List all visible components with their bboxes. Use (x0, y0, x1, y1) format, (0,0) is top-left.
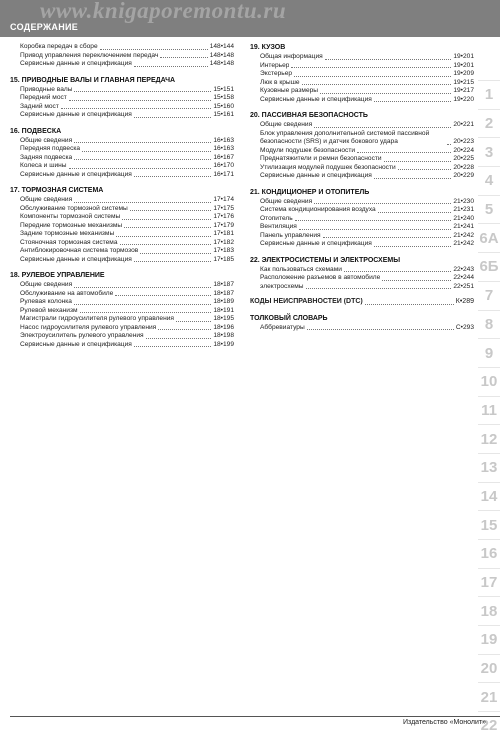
dot-leader (115, 295, 211, 296)
toc-entry-title: Панель управления (260, 231, 321, 239)
dot-leader (302, 84, 452, 85)
toc-entry[interactable] (250, 266, 474, 275)
toc-entry-title: Стояночная тормозная система (20, 238, 118, 246)
toc-entry[interactable] (250, 87, 474, 96)
section-heading[interactable]: 21. КОНДИЦИОНЕР И ОТОПИТЕЛЬ (250, 188, 370, 196)
dot-leader (100, 49, 208, 50)
toc-entry-title: Насос гидроусилителя рулевого управления (20, 323, 157, 331)
dot-leader (74, 91, 211, 92)
toc-section (250, 188, 474, 249)
toc-entry-title: Задняя подвеска (20, 153, 73, 161)
section-heading[interactable]: 19. КУЗОВ (250, 44, 286, 51)
toc-entry-page: 19•209 (453, 70, 474, 77)
chapter-tab[interactable]: 18 (478, 596, 500, 625)
toc-entry-title: Привод управления переключением передач (20, 51, 159, 59)
chapter-tab[interactable]: 22 (478, 711, 500, 740)
toc-entry[interactable] (10, 154, 234, 163)
chapter-tab[interactable]: 14 (478, 482, 500, 511)
toc-entry-title: Утилизация модулей подушек безопасности (260, 163, 396, 171)
toc-entry-title: Люк в крыше (260, 78, 300, 86)
chapter-tab[interactable]: 10 (478, 367, 500, 396)
toc-entry[interactable] (10, 256, 234, 265)
footer-divider (10, 716, 500, 717)
toc-entry[interactable] (10, 145, 234, 154)
dot-leader (176, 321, 211, 322)
toc-entry-title: Как пользоваться схемами (260, 265, 342, 273)
dot-leader (374, 178, 452, 179)
dot-leader (320, 93, 451, 94)
toc-left-column (10, 43, 234, 356)
toc-entry-page: 15•158 (213, 94, 234, 101)
toc-entry-page: 148•148 (209, 60, 234, 67)
toc-section (250, 43, 474, 104)
toc-entry[interactable] (10, 137, 234, 146)
dot-leader (74, 287, 211, 288)
toc-entry-page: 15•161 (213, 111, 234, 118)
toc-entry-page: 20•221 (453, 121, 474, 128)
dot-leader (357, 152, 451, 153)
dot-leader (314, 203, 451, 204)
toc-entry-page: 21•231 (453, 206, 474, 213)
toc-entry[interactable] (250, 79, 474, 88)
toc-entry-page: 18•199 (213, 340, 234, 348)
toc-entry-page: С•293 (455, 323, 474, 331)
dot-leader (80, 312, 212, 313)
toc-entry-page: 21•242 (453, 231, 474, 239)
toc-heading-line[interactable] (250, 298, 474, 307)
toc-entry-page: 20•223 (453, 138, 474, 145)
toc-entry-title: Экстерьер (260, 70, 293, 77)
toc-entry-page: 18•187 (213, 281, 234, 288)
toc-entry-page: 16•163 (213, 145, 234, 152)
toc-entry-page: 148•148 (209, 51, 234, 59)
toc-entry-title: Сервисные данные и спецификация (260, 95, 372, 103)
toc-entry-page: 19•201 (453, 53, 474, 60)
toc-entry-title: Система кондиционирования воздуха (260, 206, 376, 213)
toc-entry[interactable] (10, 324, 234, 333)
chapter-tab[interactable]: 15 (478, 510, 500, 539)
toc-entry[interactable] (250, 215, 474, 224)
toc-entry-title: Кузовные размеры (260, 87, 319, 94)
chapter-tab[interactable]: 5 (478, 195, 500, 224)
toc-entry-page: 20•224 (453, 146, 474, 154)
dot-leader (82, 151, 211, 152)
dot-leader (146, 338, 212, 339)
toc-entry[interactable] (250, 283, 474, 292)
section-heading[interactable]: 18. РУЛЕВОЕ УПРАВЛЕНИЕ (10, 272, 105, 279)
chapter-tab[interactable]: 19 (478, 625, 500, 654)
toc-entry-page: 17•175 (213, 204, 234, 212)
toc-entry-page: 21•242 (453, 240, 474, 247)
toc-entry[interactable] (10, 290, 234, 299)
toc-entry[interactable] (250, 53, 474, 62)
dot-leader (134, 261, 212, 262)
toc-entry[interactable] (10, 247, 234, 256)
toc-entry-title: Общие сведения (260, 121, 313, 128)
toc-section (10, 271, 234, 349)
toc-entry-page: 148•144 (209, 43, 234, 50)
toc-entry-page: 17•183 (213, 247, 234, 254)
toc-entry[interactable] (10, 230, 234, 239)
chapter-tab[interactable]: 4 (478, 166, 500, 195)
toc-entry-page: 18•195 (213, 315, 234, 322)
toc-entry-page: 20•228 (453, 163, 474, 171)
dot-leader (325, 59, 452, 60)
chapter-tabs (478, 80, 500, 740)
toc-entry-page: 16•167 (213, 153, 234, 161)
toc-entry-title: Коробка передач в сборе (20, 43, 98, 50)
toc-entry-title: Рулевой механизм (20, 306, 78, 314)
dot-leader (307, 329, 454, 330)
toc-right-column (250, 43, 474, 339)
dot-leader (294, 76, 451, 77)
toc-entry-title: Общие сведения (20, 136, 73, 144)
toc-entry[interactable] (10, 298, 234, 307)
dot-leader (160, 57, 207, 58)
toc-entry-page: 17•176 (213, 213, 234, 220)
dot-leader (69, 168, 212, 169)
chapter-tab[interactable]: 11 (478, 396, 500, 425)
dot-leader (140, 253, 211, 254)
toc-entry-title: Преднатяжители и ремни безопасности (260, 155, 382, 162)
chapter-tab[interactable]: 8 (478, 310, 500, 339)
toc-entry[interactable] (10, 171, 234, 180)
toc-entry-title: Интерьер (260, 61, 290, 69)
toc-entry-title: Вентиляция (260, 223, 297, 230)
toc-entry-title: Обслуживание на автомобиле (20, 289, 114, 297)
toc-section (10, 127, 234, 180)
toc-entry-title: Электроусилитель рулевого управления (20, 332, 144, 339)
dot-leader (61, 108, 211, 109)
dot-leader (74, 304, 211, 305)
toc-entry-page: 19•201 (453, 61, 474, 69)
toc-entry[interactable] (10, 43, 234, 52)
toc-entry[interactable] (250, 155, 474, 164)
dot-leader (323, 237, 452, 238)
toc-entry-page: 15•151 (213, 85, 234, 93)
chapter-tab[interactable]: 17 (478, 568, 500, 597)
toc-entry-page: 15•160 (213, 102, 234, 110)
dot-leader (447, 144, 451, 145)
toc-entry[interactable] (250, 121, 474, 130)
toc-entry[interactable] (250, 62, 474, 71)
toc-entry[interactable] (10, 213, 234, 222)
toc-entry-title: Сервисные данные и спецификация (260, 172, 372, 179)
toc-entry-page: 16•163 (213, 136, 234, 144)
toc-entry-title: Компоненты тормозной системы (20, 213, 121, 220)
toc-entry[interactable] (250, 274, 474, 283)
chapter-tab[interactable]: 20 (478, 654, 500, 683)
toc-entry-title: Приводные валы (20, 85, 73, 93)
dot-leader (120, 244, 212, 245)
chapter-tab[interactable]: 16 (478, 539, 500, 568)
dot-leader (314, 127, 451, 128)
toc-entry[interactable] (10, 111, 234, 120)
toc-entry-page: 18•198 (213, 332, 234, 339)
toc-section (10, 76, 234, 120)
toc-entry[interactable] (10, 60, 234, 69)
toc-entry-title: Задний мост (20, 102, 59, 110)
toc-entry-title: Обслуживание тормозной системы (20, 204, 128, 212)
toc-entry-page: 17•185 (213, 255, 234, 263)
toc-entry-title: Общая информация (260, 53, 323, 60)
toc-entry-page: 19•215 (453, 78, 474, 86)
toc-entry[interactable] (10, 205, 234, 214)
toc-entry-page: 17•181 (213, 230, 234, 237)
toc-entry[interactable] (250, 70, 474, 79)
toc-entry[interactable] (250, 223, 474, 232)
toc-section (250, 111, 474, 181)
watermark-text: www.knigaporemontu.ru (40, 0, 287, 23)
chapter-tab[interactable]: 1 (478, 80, 500, 109)
toc-entry-title: Магистрали гидроусилителя рулевого управления (20, 315, 174, 322)
dot-leader (158, 329, 211, 330)
toc-entry-page: 17•179 (213, 221, 234, 229)
dot-leader (134, 176, 212, 177)
dot-leader (384, 161, 452, 162)
toc-entry[interactable] (250, 232, 474, 241)
chapter-tab[interactable]: 6Б (478, 252, 500, 281)
toc-entry[interactable] (250, 172, 474, 181)
dot-leader (378, 212, 452, 213)
dot-leader (398, 169, 452, 170)
dot-leader (134, 117, 212, 118)
toc-entry[interactable] (250, 324, 474, 333)
dot-leader (374, 246, 452, 247)
dot-leader (295, 220, 452, 221)
dot-leader (74, 159, 211, 160)
toc-entry[interactable] (10, 281, 234, 290)
toc-entry-title: Задние тормозные механизмы (20, 230, 115, 237)
section-heading[interactable]: ТОЛКОВЫЙ СЛОВАРЬ (250, 314, 328, 322)
toc-entry-title: Передние тормозные механизмы (20, 221, 123, 229)
toc-entry[interactable] (250, 164, 474, 173)
toc-entry-page: 22•243 (453, 265, 474, 273)
section-heading[interactable]: 15. ПРИВОДНЫЕ ВАЛЫ И ГЛАВНАЯ ПЕРЕДАЧА (10, 76, 176, 84)
toc-entry-page: 16•170 (213, 162, 234, 169)
toc-entry[interactable] (10, 222, 234, 231)
header-bar (0, 0, 500, 37)
toc-entry-page: 21•240 (453, 214, 474, 222)
toc-entry[interactable] (250, 147, 474, 156)
dot-leader (130, 210, 212, 211)
section-heading[interactable]: 20. ПАССИВНАЯ БЕЗОПАСНОСТЬ (250, 112, 368, 119)
toc-entry[interactable] (250, 206, 474, 215)
dot-leader (116, 236, 211, 237)
toc-entry-page: 21•230 (453, 197, 474, 205)
toc-entry[interactable] (10, 52, 234, 61)
toc-entry[interactable] (10, 307, 234, 316)
publisher-text: Издательство «Монолит» (402, 719, 486, 726)
chapter-tab[interactable]: 9 (478, 338, 500, 367)
toc-entry-title: Передний мост (20, 94, 67, 101)
toc-entry-page: 18•191 (213, 306, 234, 314)
dot-leader (134, 346, 212, 347)
toc-entry-title: Сервисные данные и спецификация (20, 60, 132, 67)
toc-entry-title: Сервисные данные и спецификация (20, 111, 132, 118)
toc-entry-page: 21•241 (453, 223, 474, 230)
toc-entry[interactable] (10, 94, 234, 103)
toc-entry-title: Сервисные данные и спецификация (260, 240, 372, 247)
dot-leader (344, 271, 451, 272)
toc-entry-title: Аббревиатуры (260, 323, 305, 331)
dot-leader (374, 101, 452, 102)
chapter-tab[interactable]: 13 (478, 453, 500, 482)
toc-section (10, 43, 234, 69)
dot-leader (69, 100, 212, 101)
toc-entry-page: 22•244 (453, 274, 474, 281)
toc-entry-title: Модули подушек безопасности (260, 146, 356, 154)
toc-entry-page: 18•187 (213, 289, 234, 297)
toc-entry[interactable] (250, 198, 474, 207)
section-heading[interactable]: 22. ЭЛЕКТРОСИСТЕМЫ И ЭЛЕКТРОСХЕМЫ (250, 256, 401, 264)
dot-leader (291, 67, 451, 68)
toc-entry-page: 20•229 (453, 172, 474, 179)
section-heading[interactable]: 16. ПОДВЕСКА (10, 127, 62, 135)
toc-entry-title: электросхемы (260, 282, 304, 290)
dot-leader (74, 202, 211, 203)
chapter-tab[interactable]: 12 (478, 424, 500, 453)
toc-entry[interactable] (10, 103, 234, 112)
dot-leader (74, 142, 211, 143)
toc-entry-title: Общие сведения (20, 281, 73, 288)
toc-entry-page: 18•189 (213, 298, 234, 305)
dot-leader (134, 66, 208, 67)
toc-entry-title: Блок управления дополнительной системой пассивной безопасности (SRS) и датчик бокового удара (260, 129, 430, 145)
dot-leader (299, 229, 451, 230)
toc-entry[interactable] (250, 96, 474, 105)
dot-leader (365, 304, 454, 305)
toc-entry-title: КОДЫ НЕИСПРАВНОСТЕЙ (DTC) (250, 298, 363, 305)
toc-entry[interactable] (10, 86, 234, 95)
toc-entry-title: Рулевая колонка (20, 298, 72, 305)
toc-entry[interactable] (250, 240, 474, 249)
toc-entry-title: Сервисные данные и спецификация (20, 170, 132, 178)
toc-entry[interactable] (10, 162, 234, 171)
toc-entry-page: 16•171 (213, 170, 234, 178)
toc-entry-page: 17•182 (213, 238, 234, 246)
toc-entry-title: Общие сведения (260, 197, 313, 205)
toc-entry[interactable] (250, 130, 474, 147)
toc-entry[interactable] (10, 315, 234, 324)
dot-leader (122, 219, 211, 220)
toc-section (250, 256, 474, 292)
toc-entry-title: Расположение разъемов в автомобиле (260, 274, 381, 281)
chapter-tab[interactable]: 3 (478, 137, 500, 166)
toc-entry-title: Общие сведения (20, 196, 73, 203)
toc-entry-page: К•289 (455, 298, 474, 305)
toc-entry[interactable] (10, 332, 234, 341)
toc-entry-title: Антиблокировочная система тормозов (20, 247, 139, 254)
dot-leader (306, 288, 452, 289)
toc-entry-title: Колеса и шины (20, 162, 67, 169)
section-heading[interactable]: 17. ТОРМОЗНАЯ СИСТЕМА (10, 187, 104, 194)
toc-section (10, 186, 234, 264)
toc-entry-title: Отопитель (260, 214, 293, 222)
toc-entry-page: 18•196 (213, 323, 234, 331)
toc-entry-page: 19•217 (453, 87, 474, 94)
chapter-tab[interactable]: 2 (478, 109, 500, 138)
toc-entry-title: Сервисные данные и спецификация (20, 340, 132, 348)
toc-entry-page: 17•174 (213, 196, 234, 203)
toc-entry[interactable] (10, 196, 234, 205)
page-title: СОДЕРЖАНИЕ (10, 22, 79, 32)
dot-leader (124, 227, 211, 228)
toc-entry-page: 22•251 (453, 282, 474, 290)
chapter-tab[interactable]: 21 (478, 682, 500, 711)
toc-entry-title: Сервисные данные и спецификация (20, 255, 132, 263)
toc-entry-title: Передняя подвеска (20, 145, 81, 152)
toc-entry[interactable] (10, 341, 234, 350)
toc-section (250, 314, 474, 333)
toc-section (250, 298, 474, 307)
toc-entry-page: 20•225 (453, 155, 474, 162)
dot-leader (382, 280, 451, 281)
toc-entry[interactable] (10, 239, 234, 248)
toc-entry-page: 19•220 (453, 95, 474, 103)
chapter-tab[interactable]: 7 (478, 281, 500, 310)
chapter-tab[interactable]: 6А (478, 223, 500, 252)
